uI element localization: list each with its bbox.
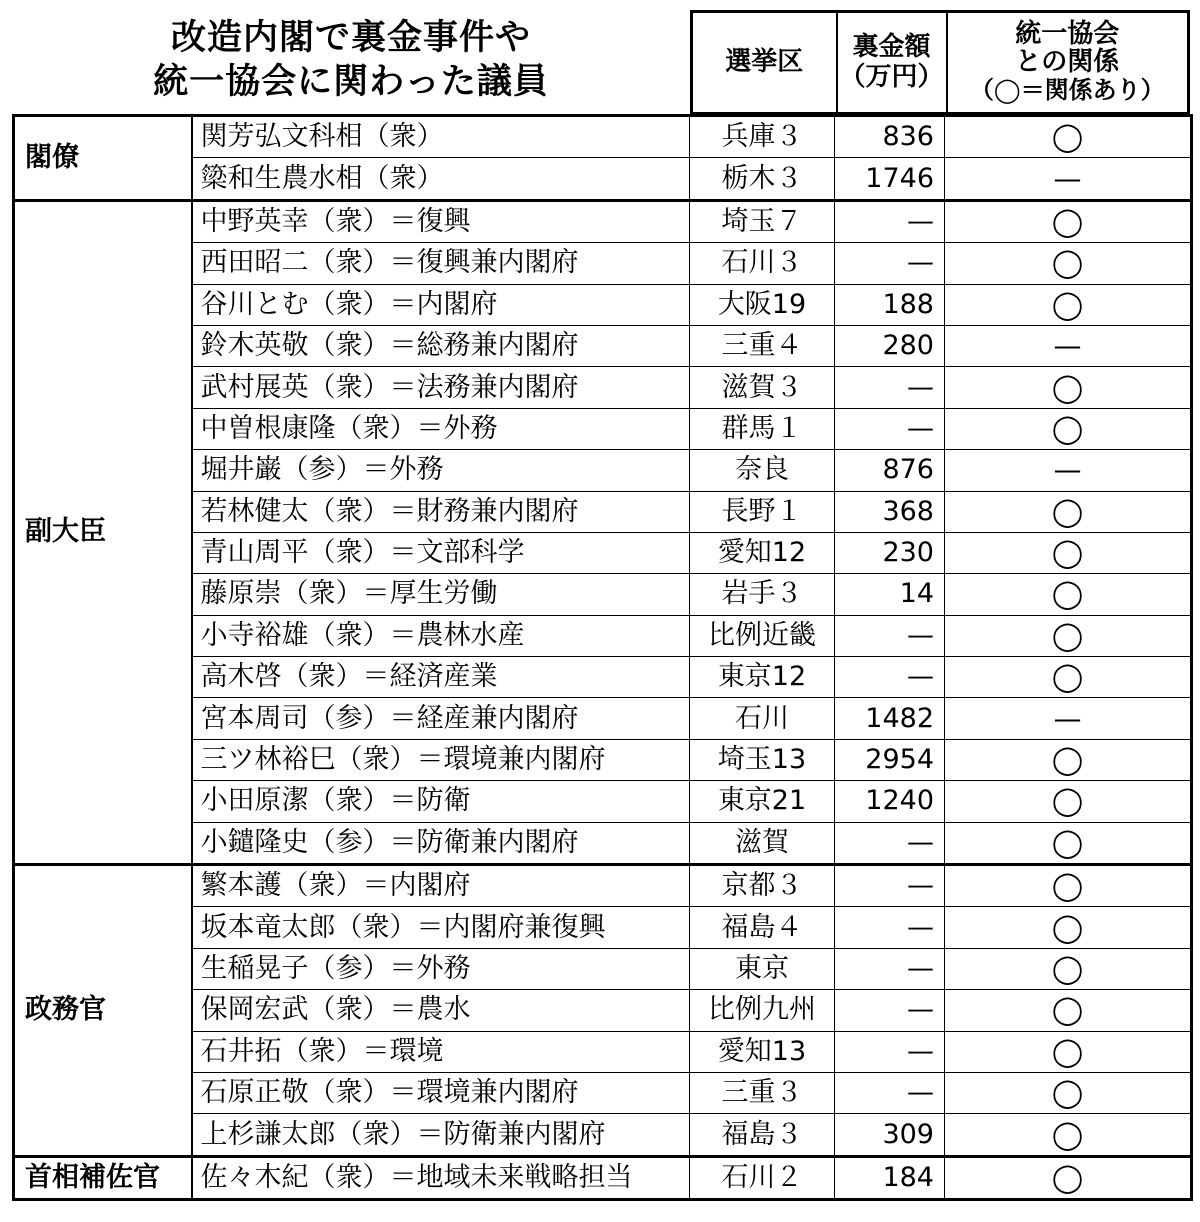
district-cell: 滋賀３ [690, 367, 835, 408]
member-name: 繁本護（衆）＝内閣府 [192, 865, 690, 907]
district-cell: 石川２ [690, 1156, 835, 1199]
district-cell: 群馬１ [690, 408, 835, 449]
table-row [14, 865, 1192, 907]
header-relation [947, 12, 1189, 113]
member-name: 佐々木紀（衆）＝地域未来戦略担当 [192, 1156, 690, 1199]
amount-cell: — [835, 243, 945, 284]
member-name: 保岡宏武（衆）＝農水 [192, 990, 690, 1031]
member-name: 簗和生農水相（衆） [192, 158, 690, 200]
member-name: 鈴木英敬（衆）＝総務兼内閣府 [192, 325, 690, 366]
category-label: 政務官 [14, 865, 192, 1157]
table-row [14, 116, 1192, 158]
header-amount [837, 12, 947, 113]
member-name: 石原正敬（衆）＝環境兼内閣府 [192, 1072, 690, 1113]
relation-cell: ◯ [945, 1114, 1192, 1156]
amount-cell: 1482 [835, 698, 945, 739]
member-name: 谷川とむ（衆）＝内閣府 [192, 284, 690, 325]
amount-cell: — [835, 367, 945, 408]
amount-cell: 2954 [835, 739, 945, 780]
amount-cell: — [835, 1072, 945, 1113]
district-cell: 愛知13 [690, 1031, 835, 1072]
header-table [690, 10, 1190, 114]
district-cell: 京都３ [690, 865, 835, 907]
header-amount-line-2: （万円） [839, 62, 944, 93]
relation-cell: — [945, 698, 1192, 739]
relation-cell: ◯ [945, 739, 1192, 780]
district-cell: 福島４ [690, 907, 835, 948]
member-name: 青山周平（衆）＝文部科学 [192, 532, 690, 573]
table-title [14, 10, 688, 110]
relation-cell: ◯ [945, 284, 1192, 325]
member-name: 中野英幸（衆）＝復興 [192, 200, 690, 242]
district-cell: 埼玉７ [690, 200, 835, 242]
amount-cell: — [835, 822, 945, 864]
title-line-1: 改造内閣で裏金事件や [170, 18, 531, 58]
relation-cell: — [945, 450, 1192, 491]
relation-cell: ◯ [945, 990, 1192, 1031]
district-cell: 比例九州 [690, 990, 835, 1031]
table-header [690, 10, 1190, 114]
amount-cell: 188 [835, 284, 945, 325]
relation-cell: ◯ [945, 1072, 1192, 1113]
district-cell: 東京21 [690, 781, 835, 822]
amount-cell: — [835, 657, 945, 698]
amount-cell: 876 [835, 450, 945, 491]
district-cell: 三重３ [690, 1072, 835, 1113]
amount-cell: — [835, 865, 945, 907]
district-cell: 石川 [690, 698, 835, 739]
title-line-2: 統一協会に関わった議員 [153, 62, 549, 102]
district-cell: 長野１ [690, 491, 835, 532]
amount-cell: 280 [835, 325, 945, 366]
district-cell: 岩手３ [690, 574, 835, 615]
amount-cell: 309 [835, 1114, 945, 1156]
member-name: 小鑓隆史（参）＝防衛兼内閣府 [192, 822, 690, 864]
relation-cell: ◯ [945, 781, 1192, 822]
district-cell: 愛知12 [690, 532, 835, 573]
amount-cell: 1240 [835, 781, 945, 822]
district-cell: 埼玉13 [690, 739, 835, 780]
category-label: 副大臣 [14, 200, 192, 864]
district-cell: 東京 [690, 948, 835, 989]
member-name: 武村展英（衆）＝法務兼内閣府 [192, 367, 690, 408]
relation-cell: ◯ [945, 574, 1192, 615]
header-relation-note: （◯＝関係あり） [969, 76, 1165, 105]
amount-cell: — [835, 408, 945, 449]
amount-cell: — [835, 1031, 945, 1072]
amount-cell: 230 [835, 532, 945, 573]
relation-cell: ◯ [945, 948, 1192, 989]
member-name: 関芳弘文科相（衆） [192, 116, 690, 158]
member-name: 坂本竜太郎（衆）＝内閣府兼復興 [192, 907, 690, 948]
member-name: 小田原潔（衆）＝防衛 [192, 781, 690, 822]
district-cell: 滋賀 [690, 822, 835, 864]
amount-cell: 836 [835, 116, 945, 158]
member-name: 上杉謙太郎（衆）＝防衛兼内閣府 [192, 1114, 690, 1156]
member-name: 中曽根康隆（衆）＝外務 [192, 408, 690, 449]
relation-cell: ◯ [945, 532, 1192, 573]
member-name: 生稲晃子（参）＝外務 [192, 948, 690, 989]
amount-cell: — [835, 990, 945, 1031]
members-table-body [14, 116, 1192, 1200]
amount-cell: — [835, 200, 945, 242]
member-name: 堀井巌（参）＝外務 [192, 450, 690, 491]
relation-cell: ◯ [945, 116, 1192, 158]
member-name: 高木啓（衆）＝経済産業 [192, 657, 690, 698]
amount-cell: 1746 [835, 158, 945, 200]
relation-cell: ◯ [945, 1156, 1192, 1199]
member-name: 三ツ林裕巳（衆）＝環境兼内閣府 [192, 739, 690, 780]
member-name: 石井拓（衆）＝環境 [192, 1031, 690, 1072]
relation-cell: ◯ [945, 200, 1192, 242]
relation-cell: ◯ [945, 408, 1192, 449]
district-cell: 奈良 [690, 450, 835, 491]
relation-cell: ◯ [945, 1031, 1192, 1072]
district-cell: 兵庫３ [690, 116, 835, 158]
relation-cell: — [945, 325, 1192, 366]
amount-cell: 368 [835, 491, 945, 532]
relation-cell: ◯ [945, 822, 1192, 864]
table-row [14, 1156, 1192, 1199]
members-table [12, 114, 1193, 1201]
table-row [14, 200, 1192, 242]
district-cell: 栃木３ [690, 158, 835, 200]
relation-cell: ◯ [945, 657, 1192, 698]
header-relation-line-1: 統一協会 [1015, 19, 1120, 50]
member-name: 若林健太（衆）＝財務兼内閣府 [192, 491, 690, 532]
category-label: 首相補佐官 [14, 1156, 192, 1199]
district-cell: 大阪19 [690, 284, 835, 325]
district-cell: 比例近畿 [690, 615, 835, 656]
district-cell: 東京12 [690, 657, 835, 698]
district-cell: 福島３ [690, 1114, 835, 1156]
member-name: 藤原崇（衆）＝厚生労働 [192, 574, 690, 615]
member-name: 宮本周司（参）＝経産兼内閣府 [192, 698, 690, 739]
member-name: 西田昭二（衆）＝復興兼内閣府 [192, 243, 690, 284]
amount-cell: — [835, 948, 945, 989]
category-label: 閣僚 [14, 116, 192, 201]
amount-cell: 184 [835, 1156, 945, 1199]
amount-cell: — [835, 907, 945, 948]
amount-cell: — [835, 615, 945, 656]
relation-cell: ◯ [945, 243, 1192, 284]
relation-cell: — [945, 158, 1192, 200]
member-name: 小寺裕雄（衆）＝農林水産 [192, 615, 690, 656]
header-district: 選挙区 [692, 12, 837, 113]
relation-cell: ◯ [945, 907, 1192, 948]
relation-cell: ◯ [945, 615, 1192, 656]
header-relation-line-2: との関係 [1015, 47, 1120, 78]
amount-cell: 14 [835, 574, 945, 615]
header-amount-line-1: 裏金額 [852, 32, 931, 63]
relation-cell: ◯ [945, 865, 1192, 907]
relation-cell: ◯ [945, 491, 1192, 532]
district-cell: 三重４ [690, 325, 835, 366]
relation-cell: ◯ [945, 367, 1192, 408]
district-cell: 石川３ [690, 243, 835, 284]
